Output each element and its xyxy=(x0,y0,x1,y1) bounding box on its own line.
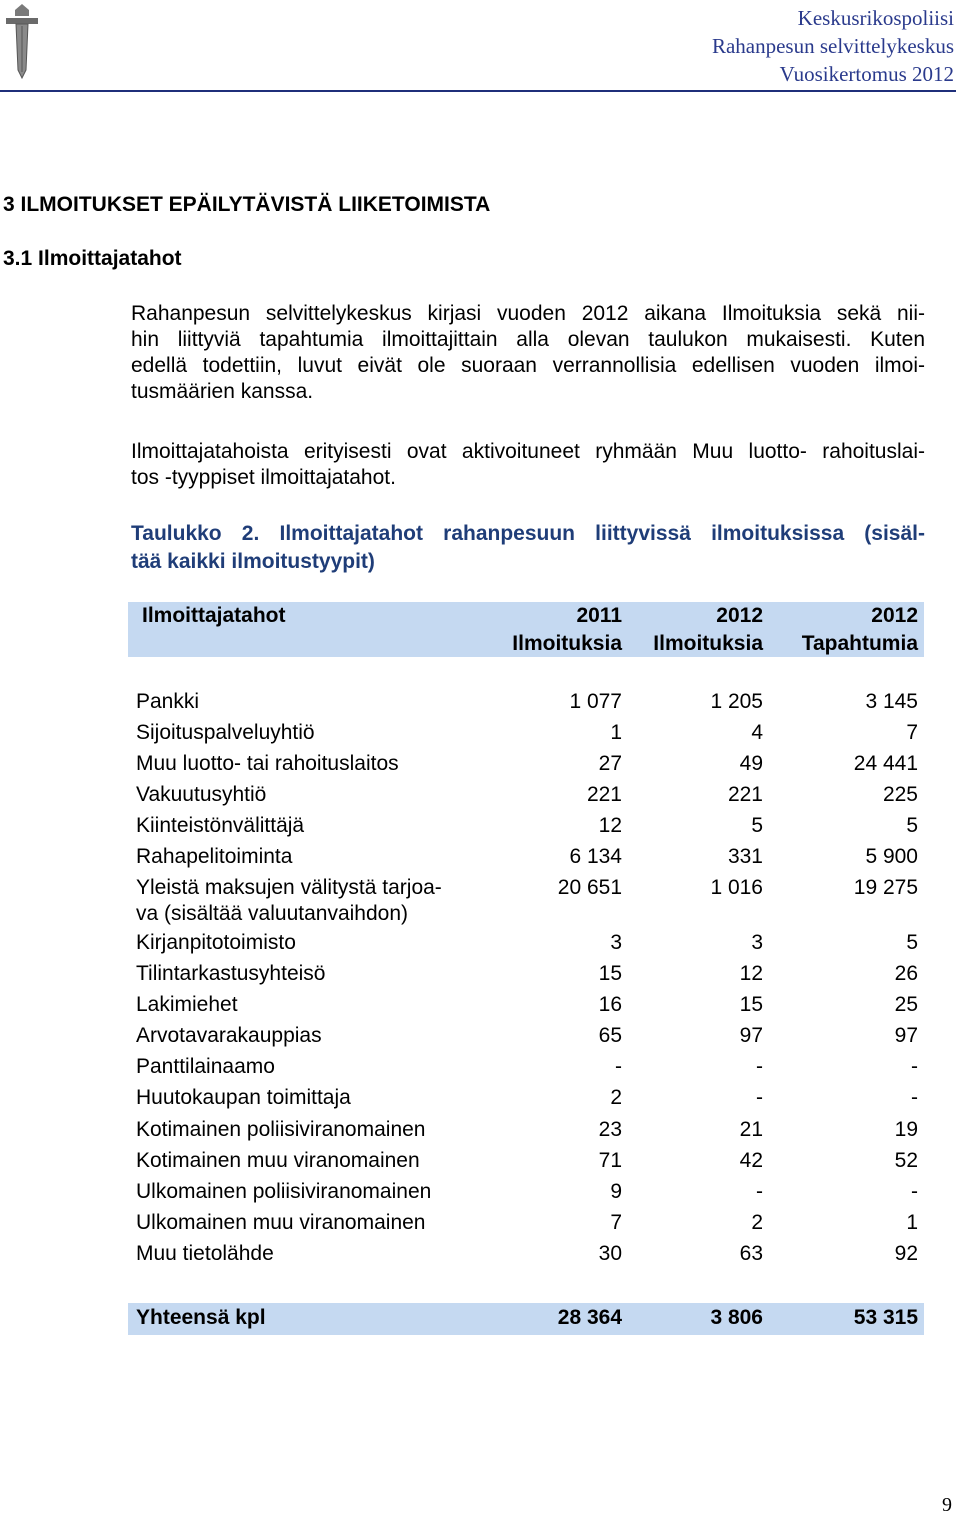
section-title: 3 ILMOITUKSET EPÄILYTÄVISTÄ LIIKETOIMISTA xyxy=(3,193,491,216)
row-label: Panttilainaamo xyxy=(136,1055,275,1078)
column-header-metric: Ilmoituksia xyxy=(512,632,622,655)
cell-2012-transactions: 92 xyxy=(894,1242,918,1265)
cell-2012-reports: - xyxy=(756,1180,763,1203)
cell-2011-reports: 6 134 xyxy=(569,845,622,868)
paragraph-line: hin liittyviä tapahtumia ilmoittajittain alla olevan taulukon mukaisesti. Kuten xyxy=(131,328,925,351)
cell-2012-reports: 97 xyxy=(739,1024,763,1047)
row-label: Rahapelitoiminta xyxy=(136,845,293,868)
cell-2012-reports: 42 xyxy=(739,1149,763,1172)
cell-2012-transactions: 52 xyxy=(894,1149,918,1172)
cell-2012-transactions: 225 xyxy=(882,783,918,806)
caption-line: tää kaikki ilmoitustyypit) xyxy=(131,550,375,573)
cell-2012-reports: 12 xyxy=(739,962,763,985)
page-number: 9 xyxy=(942,1494,952,1516)
row-label: Tilintarkastusyhteisö xyxy=(136,962,326,985)
column-header-metric: Ilmoituksia xyxy=(653,632,763,655)
cell-2011-reports: 65 xyxy=(598,1024,622,1047)
cell-2011-reports: 15 xyxy=(598,962,622,985)
cell-2011-reports: - xyxy=(615,1055,622,1078)
table-caption xyxy=(131,520,925,576)
cell-2012-transactions: 25 xyxy=(894,993,918,1016)
cell-2011-reports: 30 xyxy=(598,1242,622,1265)
cell-2012-reports: 49 xyxy=(739,752,763,775)
row-label: Muu tietolähde xyxy=(136,1242,274,1265)
cell-2012-transactions: 5 xyxy=(906,814,918,837)
paragraph-line: tusmäärien kanssa. xyxy=(131,380,314,403)
cell-2012-transactions: 7 xyxy=(906,721,918,744)
cell-2012-transactions: 5 900 xyxy=(865,845,918,868)
paragraph-line: Ilmoittajatahoista erityisesti ovat aktivoituneet ryhmään Muu luotto- rahoituslai- xyxy=(131,440,925,463)
row-label: Huutokaupan toimittaja xyxy=(136,1086,351,1109)
header-divider xyxy=(0,90,956,92)
cell-2011-reports: 12 xyxy=(598,814,622,837)
cell-2012-transactions: 97 xyxy=(894,1024,918,1047)
row-label: Kotimainen muu viranomainen xyxy=(136,1149,420,1172)
cell-2012-reports: 1 016 xyxy=(710,876,763,899)
cell-2012-reports: 221 xyxy=(727,783,763,806)
paragraph-1 xyxy=(131,301,925,405)
cell-2012-transactions: - xyxy=(911,1055,918,1078)
row-label: Pankki xyxy=(136,690,200,713)
row-label: Ulkomainen poliisiviranomainen xyxy=(136,1180,432,1203)
column-header-year: 2011 xyxy=(576,604,622,627)
cell-2011-reports: 7 xyxy=(610,1211,622,1234)
cell-2012-transactions: 26 xyxy=(894,962,918,985)
row-label: Muu luotto- tai rahoituslaitos xyxy=(136,752,399,775)
table-total-row xyxy=(128,1303,924,1335)
cell-2011-reports: 16 xyxy=(598,993,622,1016)
paragraph-line: tos -tyyppiset ilmoittajatahot. xyxy=(131,466,396,489)
cell-2011-reports: 71 xyxy=(598,1149,622,1172)
total-2012-reports: 3 806 xyxy=(710,1306,763,1329)
cell-2011-reports: 9 xyxy=(610,1180,622,1203)
row-label: Sijoituspalveluyhtiö xyxy=(136,721,315,744)
cell-2012-transactions: 1 xyxy=(906,1211,918,1234)
column-header-2012-reports xyxy=(653,602,763,658)
cell-2011-reports: 23 xyxy=(598,1118,622,1141)
cell-2012-transactions: 19 275 xyxy=(853,876,918,899)
cell-2012-transactions: 19 xyxy=(894,1118,918,1141)
column-header-2012-transactions xyxy=(802,602,918,658)
cell-2012-transactions: - xyxy=(911,1086,918,1109)
cell-2012-reports: 5 xyxy=(751,814,763,837)
column-header-metric: Tapahtumia xyxy=(801,632,918,655)
cell-2012-reports: 2 xyxy=(751,1211,763,1234)
row-label: Kirjanpitotoimisto xyxy=(136,931,296,954)
paragraph-line: Rahanpesun selvittelykeskus kirjasi vuoden 2012 aikana Ilmoituksia sekä nii- xyxy=(131,302,925,325)
cell-2011-reports: 1 077 xyxy=(569,690,622,713)
header-unit: Rahanpesun selvittelykeskus xyxy=(711,34,954,58)
caption-line: Taulukko 2. Ilmoittajatahot rahanpesuun liittyvissä ilmoituksissa (sisäl- xyxy=(131,522,925,545)
cell-2012-reports: 15 xyxy=(739,993,763,1016)
paragraph-line: edellä todettiin, luvut eivät ole suoraan verrannollisia edellisen vuoden ilmoi- xyxy=(131,354,925,377)
cell-2011-reports: 221 xyxy=(586,783,622,806)
column-header-reporters: Ilmoittajatahot xyxy=(142,604,286,627)
row-label: Vakuutusyhtiö xyxy=(136,783,267,806)
cell-2012-transactions: 3 145 xyxy=(865,690,918,713)
cell-2012-transactions: 24 441 xyxy=(853,752,918,775)
cell-2011-reports: 27 xyxy=(598,752,622,775)
header-report-title: Vuosikertomus 2012 xyxy=(779,62,954,86)
cell-2011-reports: 1 xyxy=(610,721,622,744)
report-header xyxy=(712,4,954,88)
row-label: Arvotavarakauppias xyxy=(136,1024,322,1047)
cell-2011-reports: 3 xyxy=(610,931,622,954)
cell-2011-reports: 20 651 xyxy=(557,876,622,899)
total-2012-transactions: 53 315 xyxy=(853,1306,918,1329)
cell-2012-reports: - xyxy=(756,1055,763,1078)
column-header-2011-reports xyxy=(512,602,622,658)
column-header-year: 2012 xyxy=(871,604,918,627)
total-2011-reports: 28 364 xyxy=(557,1306,622,1329)
cell-2012-reports: 3 xyxy=(751,931,763,954)
row-label: Lakimiehet xyxy=(136,993,238,1016)
cell-2011-reports: 2 xyxy=(610,1086,622,1109)
row-label: Kotimainen poliisiviranomainen xyxy=(136,1118,426,1141)
header-organization: Keskusrikospoliisi xyxy=(797,6,954,30)
paragraph-2 xyxy=(131,439,925,491)
subsection-title: 3.1 Ilmoittajatahot xyxy=(3,247,182,270)
police-emblem-logo xyxy=(2,2,42,80)
row-label-line: Yleistä maksujen välitystä tarjoa- xyxy=(136,876,442,899)
cell-2012-transactions: - xyxy=(911,1180,918,1203)
total-label: Yhteensä kpl xyxy=(136,1306,266,1329)
table-header xyxy=(128,602,924,657)
row-label-line: va (sisältää valuutanvaihdon) xyxy=(136,902,408,925)
column-header-year: 2012 xyxy=(716,604,763,627)
cell-2012-transactions: 5 xyxy=(906,931,918,954)
cell-2012-reports: 63 xyxy=(739,1242,763,1265)
cell-2012-reports: 21 xyxy=(739,1118,763,1141)
cell-2012-reports: - xyxy=(756,1086,763,1109)
row-label: Kiinteistönvälittäjä xyxy=(136,814,305,837)
cell-2012-reports: 331 xyxy=(727,845,763,868)
cell-2012-reports: 1 205 xyxy=(710,690,763,713)
cell-2012-reports: 4 xyxy=(751,721,763,744)
row-label xyxy=(136,875,496,927)
row-label: Ulkomainen muu viranomainen xyxy=(136,1211,426,1234)
